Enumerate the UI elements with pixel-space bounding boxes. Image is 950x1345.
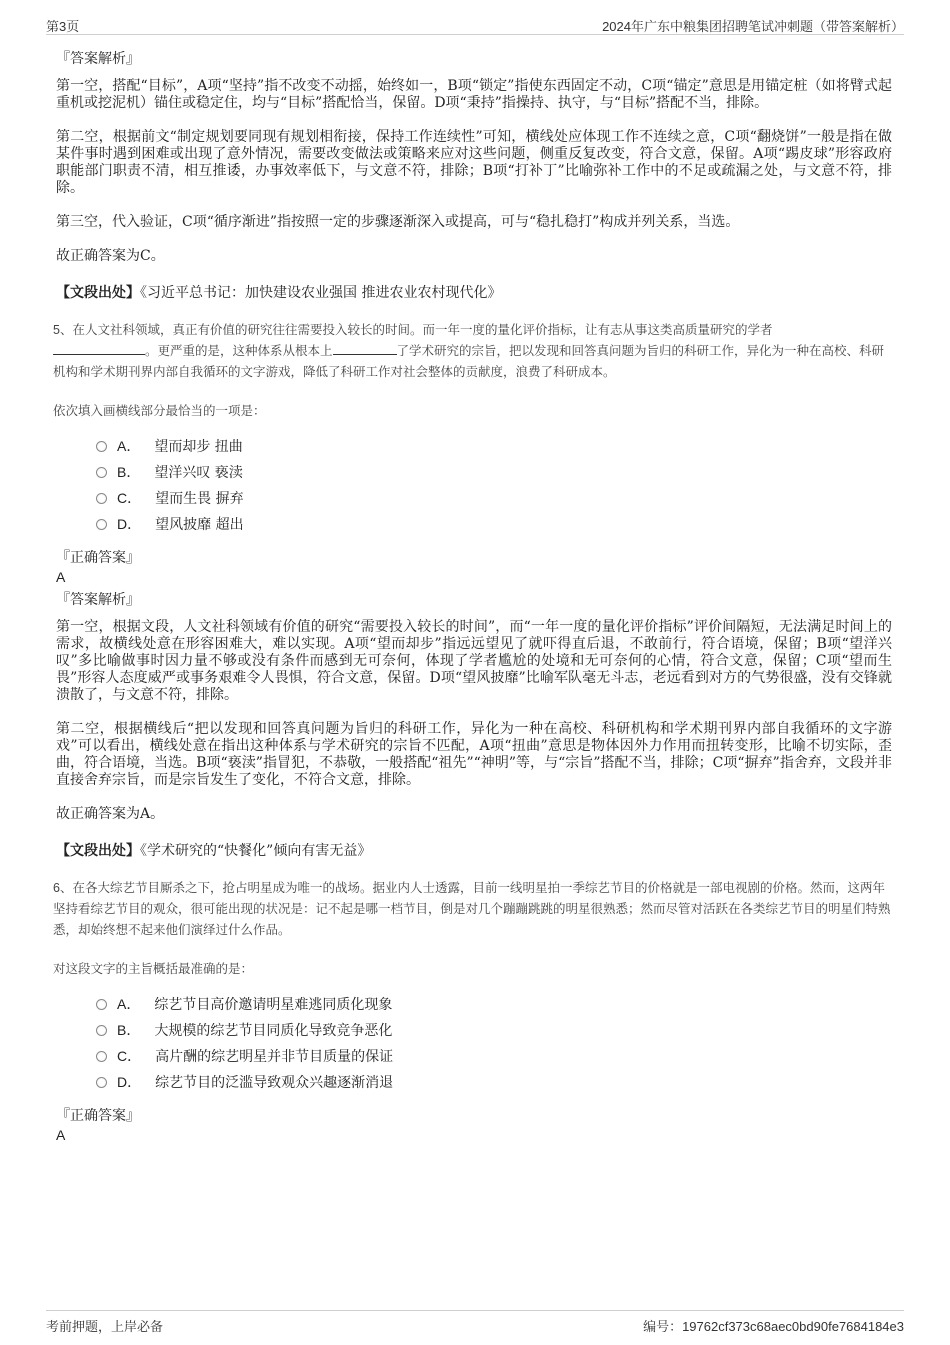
q4-source (56, 282, 892, 302)
radio-icon[interactable] (96, 519, 107, 530)
q6-options (96, 991, 892, 1095)
correct-answer-label: 『正确答案』 (56, 550, 140, 566)
radio-icon[interactable] (96, 1051, 107, 1062)
q5-analysis-2: 第二空，根据横线后“把以发现和回答真问题为旨归的科研工作，异化为一种在高校、科研机构和学术期刊界内部自我循环的文字游戏”可以看出，横线处意在指出这种体系与学术研究的宗旨不匹配，A项“扭曲”意思是物体因外力作用而扭转变形，比喻不切实际，歪曲，符合语境，当选。B项“亵渎”指冒犯，不恭敬，一般搭配“祖先”“神明”等，与“宗旨”搭配不当，排除；C项“摒弃”指舍弃，文段并非直接舍弃宗旨，而是宗旨发生了变化，不符合文意，排除。 (56, 721, 892, 788)
document-code: 编号：19762cf373c68aec0bd90fe7684184e3 (643, 1319, 904, 1334)
source-title: 《学术研究的“快餐化”倾向有害无益》 (140, 843, 372, 859)
correct-answer-label: 『正确答案』 (56, 1108, 140, 1124)
q5-conclusion: 故正确答案为A。 (56, 806, 165, 822)
q6-option-d[interactable]: D． 综艺节目的泛滥导致观众兴趣逐渐消退 (96, 1069, 892, 1095)
q5-prompt: 依次填入画横线部分最恰当的一项是： (53, 404, 266, 418)
radio-icon[interactable] (96, 1077, 107, 1088)
page-header (46, 14, 904, 35)
q6-option-a[interactable]: A． 综艺节目高价邀请明星难逃同质化现象 (96, 991, 892, 1017)
q4-analysis-1: 第一空，搭配“目标”，A项“坚持”指不改变不动摇，始终如一，B项“锁定”指使东西固定不动，C项“锚定”意思是用锚定桩（如将臂式起重机或挖泥机）锚住或稳定住，均与“目标”搭配恰当，保留。D项“秉持”指操持、执守，与“目标”搭配不当，排除。 (56, 78, 892, 111)
fill-blank-2 (333, 342, 397, 355)
q6-option-b[interactable]: B． 大规模的综艺节目同质化导致竞争恶化 (96, 1017, 892, 1043)
source-prefix: 【文段出处】 (56, 843, 140, 859)
document-title: 2024年广东中粮集团招聘笔试冲刺题（带答案解析） (602, 19, 904, 34)
q5-stem: 5、在人文社科领域，真正有价值的研究往往需要投入较长的时间。而一年一度的量化评价指标，让有志从事这类高质量研究的学者 。更严重的是，这种体系从根本上 了学术研究的宗旨，把以发现和回答真问题为旨归的科研工作，异化为一种在高校、科研机构和学术期刊界内部自我循环的文字游戏，降低了科研工作对社会整体的贡献度，浪费了科研成本。 (53, 323, 885, 379)
q5-option-d[interactable]: D． 望风披靡 超出 (96, 511, 892, 537)
radio-icon[interactable] (96, 1025, 107, 1036)
page-number: 第3页 (46, 19, 80, 34)
q4-analysis-3: 第三空，代入验证，C项“循序渐进”指按照一定的步骤逐渐深入或提高，可与“稳扎稳打”构成并列关系，当选。 (56, 214, 740, 230)
q5-analysis-1: 第一空，根据文段，人文社科领域有价值的研究“需要投入较长的时间”，而“一年一度的量化评价指标”评价间隔短，无法满足时间上的需求，故横线处意在形容困难大，难以实现。A项“望而却步”指远远望见了就吓得直后退，不敢前行，符合语境，保留；B项“望洋兴叹”多比喻做事时因力量不够或没有条件而感到无可奈何，体现了学者尴尬的处境和无可奈何的心情，符合文意，保留；C项“望而生畏”形容人态度威严或事务艰难令人畏惧，符合文意，保留。D项“望风披靡”比喻军队毫无斗志，老远看到对方的气势很盛，没有交锋就溃散了，与文意不符，排除。 (56, 619, 892, 703)
analysis-label: 『答案解析』 (56, 592, 140, 608)
radio-icon[interactable] (96, 467, 107, 478)
q5-option-a[interactable]: A． 望而却步 扭曲 (96, 433, 892, 459)
q4-conclusion: 故正确答案为C。 (56, 248, 165, 264)
q5-option-b[interactable]: B． 望洋兴叹 亵渎 (96, 459, 892, 485)
footer-slogan: 考前押题，上岸必备 (46, 1319, 164, 1334)
radio-icon[interactable] (96, 999, 107, 1010)
q4-analysis-2: 第二空，根据前文“制定规划要同现有规划相衔接，保持工作连续性”可知，横线处应体现工作不连续之意，C项“翻烧饼”一般是指在做某件事时遇到困难或出现了意外情况，需要改变做法或策略来应对这些问题，侧重反复改变，符合文意，保留。A项“踢皮球”形容政府职能部门职责不清，相互推诿，办事效率低下，与文意不符，排除；B项“打补丁”比喻弥补工作中的不足或疏漏之处，与文意不符，排除。 (56, 129, 892, 196)
document-body (53, 44, 892, 1147)
q5-answer: A (56, 569, 66, 585)
q5-options (96, 433, 892, 537)
q5-source (56, 840, 892, 860)
q5-option-c[interactable]: C． 望而生畏 摒弃 (96, 485, 892, 511)
q6-prompt: 对这段文字的主旨概括最准确的是： (53, 962, 254, 976)
fill-blank-1 (53, 342, 145, 355)
q6-stem: 6、在各大综艺节目厮杀之下，抢占明星成为唯一的战场。据业内人士透露，目前一线明星拍一季综艺节目的价格就是一部电视剧的价格。然而，这两年坚持看综艺节目的观众，很可能出现的状况是：记不起是哪一档节目，倒是对几个蹦蹦跳跳的明星很熟悉；然而尽管对活跃在各类综艺节目的明星们特熟悉，却始终想不起来他们演绎过什么作品。 (53, 881, 891, 937)
source-prefix: 【文段出处】 (56, 285, 140, 301)
q6-option-c[interactable]: C． 高片酬的综艺明星并非节目质量的保证 (96, 1043, 892, 1069)
page-footer (46, 1310, 904, 1333)
radio-icon[interactable] (96, 493, 107, 504)
radio-icon[interactable] (96, 441, 107, 452)
source-title: 《习近平总书记：加快建设农业强国 推进农业农村现代化》 (140, 285, 502, 301)
q6-answer: A (56, 1127, 66, 1143)
analysis-label: 『答案解析』 (56, 51, 140, 67)
